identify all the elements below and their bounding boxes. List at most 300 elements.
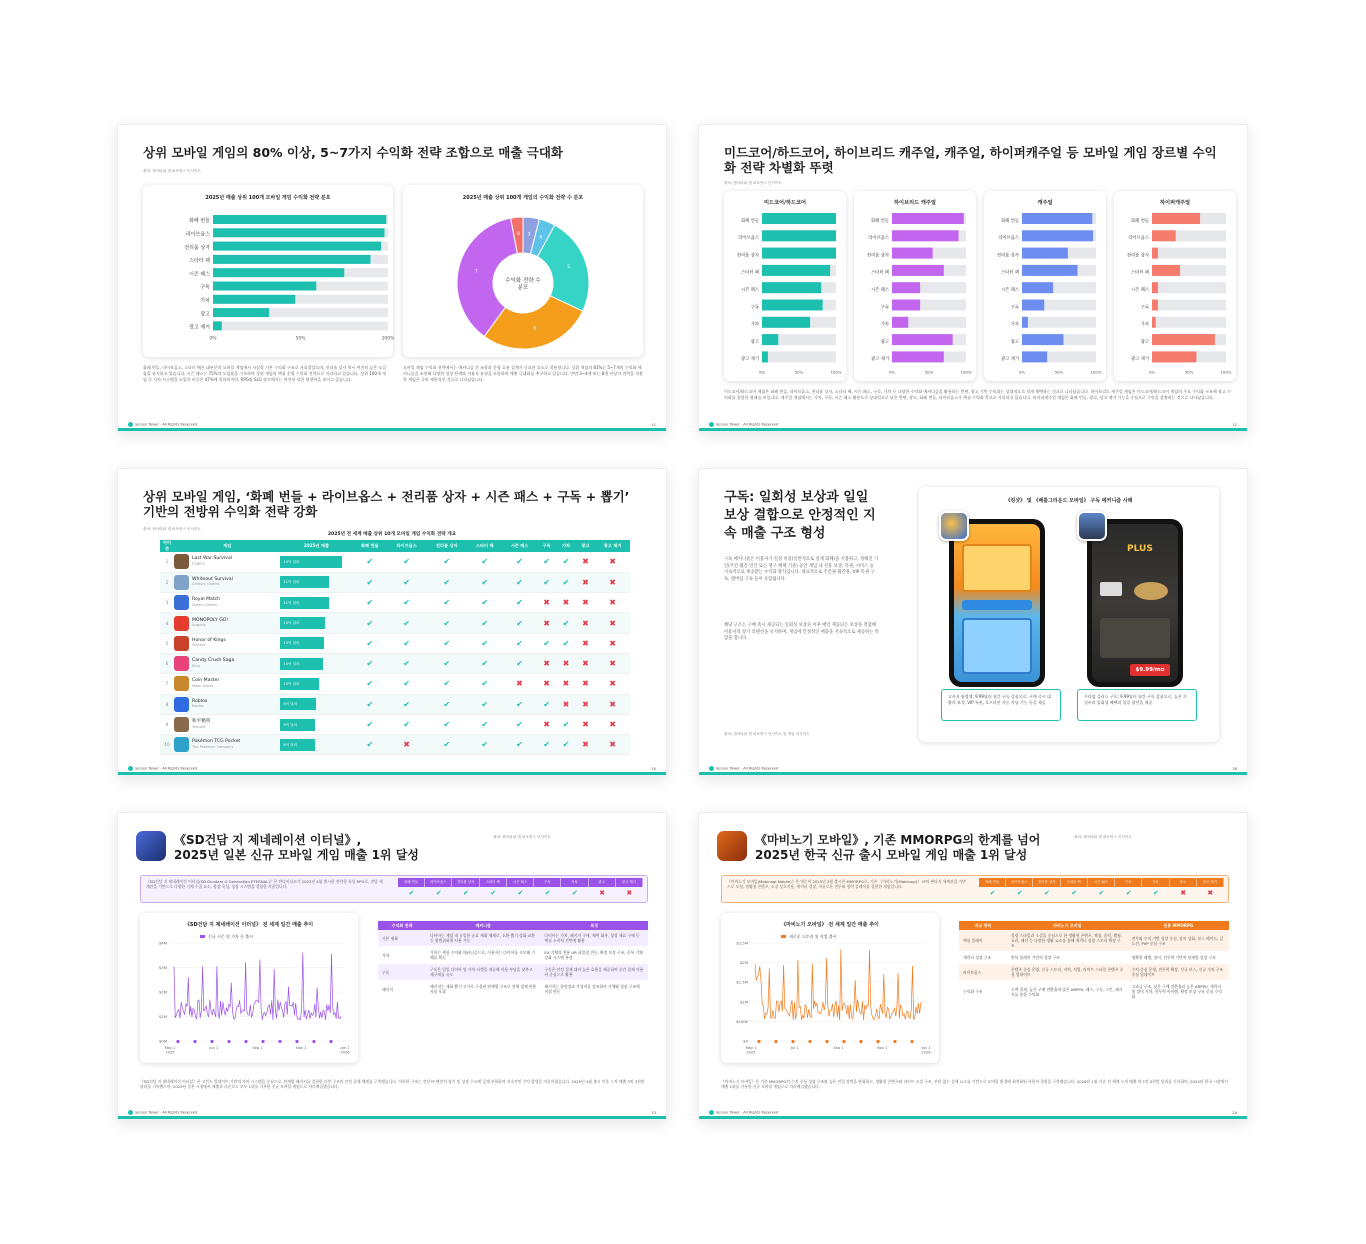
- kingshot-phone-mockup: [949, 519, 1045, 687]
- table-cell: 수치 중심 운영, 전투력 확장, 신규 보스, 신규 가차 구조 중심 업데이트: [1128, 964, 1229, 981]
- check-icon: ✔: [435, 889, 442, 897]
- category-label: 화폐 번들: [1131, 218, 1149, 224]
- category-label: 광고: [880, 339, 889, 345]
- footer: [709, 422, 778, 427]
- x-tick-label: Sep 1: [833, 1046, 844, 1050]
- category-label: 스타터 팩: [189, 258, 210, 265]
- casual-bar-chart: [984, 191, 1106, 381]
- genre-chart-hypercasual: [1114, 191, 1236, 381]
- sensortower-logo-icon: [128, 766, 133, 771]
- check-icon: ✔: [1152, 889, 1159, 897]
- gundam-daily-revenue-chart: [140, 913, 358, 1063]
- check-icon: ✔: [1016, 889, 1023, 897]
- category-label: 광고: [200, 311, 210, 318]
- check-icon: ✔: [1125, 889, 1132, 897]
- bar: [1152, 213, 1200, 224]
- footer-text: Sensor Tower · All Rights Reserved: [135, 422, 198, 427]
- check-icon: ✔: [502, 572, 537, 592]
- category-label: 화폐 번들: [189, 218, 210, 225]
- cross-icon: ✖: [576, 674, 595, 694]
- check-icon: ✔: [387, 613, 426, 633]
- table-cell: 가차는 핵심 수익화 메커니즘으로, 이용자는 다이아를 소모해 기체를 획득: [426, 947, 540, 964]
- tick-label: 0%: [888, 369, 896, 375]
- slice-label: 5: [567, 265, 571, 271]
- check-icon: ✔: [502, 694, 537, 714]
- kingshot-app-icon: [939, 511, 969, 541]
- column-header: 가차: [556, 540, 575, 552]
- table-row: [160, 572, 630, 592]
- bar: [892, 334, 953, 345]
- pubg-phone-mockup: [1087, 519, 1183, 687]
- table-row: [160, 714, 630, 734]
- check-icon: ✔: [387, 593, 426, 613]
- bar: [1022, 265, 1078, 276]
- accent-bar: [118, 428, 666, 431]
- accent-bar: [699, 772, 1247, 775]
- tick-label: 0%: [758, 369, 766, 375]
- category-label: 광고 제거: [871, 357, 889, 363]
- page-number: 38: [1232, 767, 1237, 771]
- table-row: [959, 930, 1229, 952]
- slide-sd-gundam[interactable]: [117, 812, 667, 1120]
- x-tick-label: Jan 1: [340, 1046, 350, 1050]
- slide-source: 출처: 센서타워 앱 퍼포먼스 인사이트: [143, 527, 201, 531]
- x-tick-label: 2026: [921, 1050, 931, 1055]
- game-name: Roblox: [192, 698, 208, 704]
- category-label: 광고 제거: [189, 324, 210, 331]
- x-tick-label: Jul 1: [790, 1046, 799, 1050]
- bar-track: [1152, 248, 1226, 259]
- table-row: [959, 952, 1229, 964]
- bar: [762, 282, 821, 293]
- category-label: 광고: [1140, 339, 1149, 345]
- bar: [213, 215, 386, 224]
- bar: [213, 308, 269, 317]
- cross-icon: ✖: [537, 674, 556, 694]
- x-tick-label: 2026: [340, 1050, 350, 1055]
- bar: [1152, 230, 1176, 241]
- cross-icon: ✖: [537, 613, 556, 633]
- revenue-bar: 8억 달러: [280, 739, 314, 751]
- column-header: 시즌 패스: [502, 540, 537, 552]
- tick-label: 50%: [1054, 369, 1064, 375]
- event-marker: [329, 1040, 332, 1043]
- check-icon: ✔: [387, 633, 426, 653]
- check-icon: ✔: [556, 714, 575, 734]
- table-cell: 패키지: [378, 981, 426, 998]
- strategy-header-cell: 구독: [1115, 878, 1142, 887]
- cross-icon: ✖: [537, 593, 556, 613]
- bar: [892, 230, 959, 241]
- genre-title: 하이퍼캐주얼: [1159, 200, 1191, 206]
- bar: [213, 228, 385, 237]
- category-label: 라이브옵스: [1128, 236, 1149, 242]
- sensortower-logo-icon: [709, 422, 714, 427]
- footer-text: Sensor Tower · All Rights Reserved: [716, 422, 779, 427]
- slide-source: 출처: 센서타워 앱 퍼포먼스 인사이트: [143, 169, 201, 173]
- column-header: 광고 제거: [595, 540, 630, 552]
- revenue-chart-card: [140, 913, 358, 1063]
- category-label: 라이브옵스: [998, 236, 1019, 242]
- revenue-bar: 10억 달러: [280, 617, 325, 629]
- sd-gundam-app-icon: [136, 831, 166, 861]
- strategy-header-cell: 구독: [534, 878, 561, 887]
- category-label: 광고 제거: [1001, 357, 1019, 363]
- genre-title: 하이브리드 캐주얼: [894, 200, 936, 206]
- slide-subscription[interactable]: [698, 468, 1248, 776]
- check-icon: ✔: [467, 613, 502, 633]
- column-header: 스타터 팩: [467, 540, 502, 552]
- check-icon: ✔: [352, 572, 387, 592]
- footer: [128, 1110, 197, 1115]
- revenue-cell: [280, 633, 352, 653]
- column-header: 라이브옵스: [387, 540, 426, 552]
- bar: [892, 282, 920, 293]
- genre-chart-midcore: [724, 191, 846, 381]
- y-tick-label: $2M: [739, 960, 748, 966]
- genre-chart-casual: [984, 191, 1106, 381]
- game-app-icon: [174, 616, 189, 631]
- check-icon: ✔: [467, 714, 502, 734]
- category-label: 화폐 번들: [871, 218, 889, 224]
- rank-cell: 9: [160, 714, 174, 734]
- slide-mabinogi[interactable]: [698, 812, 1248, 1120]
- check-icon: ✔: [426, 633, 467, 653]
- bar: [213, 255, 371, 264]
- card-title: 《킹샷》 및 《배틀그라운드 모바일》 구독 메커니즘 사례: [1005, 498, 1133, 504]
- check-icon: ✔: [1071, 889, 1078, 897]
- bar: [213, 282, 316, 291]
- category-label: 구독: [1010, 305, 1019, 311]
- slice-label: 3: [527, 232, 531, 238]
- category-label: 전리품 상자: [866, 253, 889, 259]
- check-icon: ✔: [387, 694, 426, 714]
- event-marker: [261, 1040, 264, 1043]
- category-label: 구독: [1140, 305, 1149, 311]
- category-label: 전리품 상자: [1126, 253, 1149, 259]
- table-cell: 고과금 구조, 낮은 구매 전환율과 높은 ARPPU, 캐릭터 및 장비 가차, 전투력 아이템, 확정 보상 구조 중심 수익화: [1128, 981, 1229, 1003]
- chart-title: 2025년 매출 상위 100개 모바일 게임 수익화 전략 분포: [205, 195, 331, 201]
- table-row: [160, 633, 630, 653]
- x-tick-label: Sep 1: [252, 1046, 263, 1050]
- strategy-header-cell: 광고 제거: [616, 878, 643, 887]
- check-icon: ✔: [426, 613, 467, 633]
- cross-icon: ✖: [576, 593, 595, 613]
- legend-swatch: [781, 935, 786, 938]
- bar: [762, 248, 836, 259]
- revenue-cell: [280, 613, 352, 633]
- bar: [762, 213, 836, 224]
- category-label: 스타터 팩: [1001, 270, 1019, 276]
- table-cell: 명확한 레벨, 장비, 전투력 기반의 단계별 성장 구조: [1128, 952, 1229, 964]
- cross-icon: ✖: [576, 613, 595, 633]
- check-icon: ✔: [502, 714, 537, 734]
- cross-icon: ✖: [595, 714, 630, 734]
- chart-title: 《마비노기 모바일》 전 세계 일간 매출 추이: [781, 922, 879, 928]
- slice-label: 4: [539, 235, 543, 241]
- footer: [128, 422, 197, 427]
- check-icon: ✔: [352, 552, 387, 572]
- bar-track: [1152, 317, 1226, 328]
- chart-title: 2025년 매출 상위 100개 게임의 수익화 전략 수 분포: [462, 195, 584, 201]
- subscription-case-card: [919, 487, 1219, 742]
- slide-title: [174, 833, 674, 863]
- bar: [892, 248, 933, 259]
- publisher-name: Tencent: [192, 643, 206, 648]
- cross-icon: ✖: [576, 633, 595, 653]
- bar: [1022, 317, 1028, 328]
- table-row: [959, 981, 1229, 1003]
- game-name: Honor of Kings: [192, 637, 226, 643]
- cross-icon: ✖: [595, 653, 630, 673]
- y-tick-label: $0M: [158, 1038, 167, 1044]
- bar-track: [1022, 317, 1096, 328]
- category-label: 스타터 팩: [741, 270, 759, 276]
- strategy-mini-header: [398, 878, 643, 887]
- check-icon: ✔: [537, 572, 556, 592]
- sensortower-logo-icon: [709, 766, 714, 771]
- table-cell: 패키지는 재화·뽑기·고가로 구성된 단계별 구조로 전체 결제 이용자를 포괄: [426, 981, 540, 998]
- category-label: 가차: [880, 322, 889, 328]
- accent-bar: [118, 772, 666, 775]
- check-icon: ✔: [463, 889, 469, 897]
- category-label: 화폐 번들: [741, 218, 759, 224]
- check-icon: ✔: [556, 735, 575, 755]
- check-icon: ✔: [537, 735, 556, 755]
- bar: [1022, 230, 1093, 241]
- bar: [762, 265, 830, 276]
- game-app-icon: [174, 595, 189, 610]
- cross-icon: ✖: [595, 674, 630, 694]
- revenue-bar: 9억 달러: [280, 719, 315, 731]
- strategy-header-cell: 가차: [561, 878, 588, 887]
- rank-cell: 10: [160, 735, 174, 755]
- category-label: 가차: [1010, 322, 1019, 328]
- column-header: 수익화 전략: [378, 921, 426, 930]
- cross-icon: ✖: [537, 714, 556, 734]
- footer: [128, 766, 197, 771]
- check-icon: ✔: [352, 633, 387, 653]
- game-name-cell: [174, 714, 280, 734]
- tick-label: 0%: [1148, 369, 1156, 375]
- event-marker: [791, 1040, 794, 1043]
- cross-icon: ✖: [576, 552, 595, 572]
- column-header: 화폐 번들: [352, 540, 387, 552]
- strategy-header-cell: 시즌 패스: [507, 878, 534, 887]
- plus-badge: PLUS: [1127, 544, 1153, 554]
- bar: [1152, 334, 1215, 345]
- category-label: 라이브옵스: [868, 236, 889, 242]
- donut-chart-card: [403, 185, 643, 357]
- game-app-icon: [174, 676, 189, 691]
- subscription-benefit-panel: [1100, 618, 1170, 658]
- slide-genre-monetization[interactable]: [698, 124, 1248, 432]
- bar: [1152, 300, 1158, 311]
- cross-icon: ✖: [576, 653, 595, 673]
- bar: [762, 300, 823, 311]
- right-description: 모바일 게임 수익화 전략에서는 메커니즘 간 조합과 운영 흐름 설계가 중요한 요소로 작용합니다. 상위 게임의 83%는 5~7개의 수익화 메커니즘을 조합해 다양한 성장 단계와 이용자 유형을 포괄하며 매출 극대화를 추구하고 있습니다. 반면 3~4개 또는 8개 이상의 전략을 적용한 게임은 극히 제한적인 것으로 나타났습니다.: [403, 365, 643, 382]
- slide-top10-table[interactable]: [117, 468, 667, 776]
- event-marker: [210, 1040, 213, 1043]
- table-cell: 기본 재화: [378, 930, 426, 947]
- genre-title: 캐주얼: [1037, 200, 1053, 206]
- column-header: 메커니즘: [426, 921, 540, 930]
- table-row: [959, 964, 1229, 981]
- event-marker: [244, 1040, 247, 1043]
- accent-bar: [118, 1116, 666, 1119]
- game-app-icon: [174, 636, 189, 651]
- cross-icon: ✖: [595, 552, 630, 572]
- category-label: 화폐 번들: [1001, 218, 1019, 224]
- strategy-header-cell: 광고 제거: [1197, 878, 1224, 887]
- cross-icon: ✖: [595, 633, 630, 653]
- check-icon: ✔: [352, 674, 387, 694]
- tick-label: 50%: [794, 369, 804, 375]
- bar: [1022, 248, 1068, 259]
- y-tick-label: $4M: [158, 940, 167, 946]
- check-icon: ✔: [502, 633, 537, 653]
- check-icon: ✔: [426, 714, 467, 734]
- check-icon: ✔: [502, 735, 537, 755]
- check-icon: ✔: [352, 613, 387, 633]
- event-marker: [859, 1040, 862, 1043]
- table-cell: 핵심 플레이: [959, 930, 1007, 952]
- check-icon: ✔: [408, 889, 415, 897]
- check-icon: ✔: [467, 674, 502, 694]
- check-icon: ✔: [467, 633, 502, 653]
- category-label: 시즌 패스: [1001, 288, 1019, 293]
- strategy-header-cell: 라이브옵스: [1006, 878, 1033, 887]
- table-cell: 소액 결제, 높은 구매 전환율과 낮은 ARPPU, 패스, 구독, 스킨, 패키지를 통한 수익화: [1007, 981, 1128, 1003]
- x-tick-label: Jun 1: [209, 1046, 219, 1050]
- bar: [1152, 265, 1180, 276]
- publisher-name: Century Games: [192, 582, 220, 587]
- revenue-cell: [280, 593, 352, 613]
- tick-label: 50%: [1184, 369, 1194, 375]
- check-icon: ✔: [352, 735, 387, 755]
- revenue-cell: [280, 674, 352, 694]
- accent-bar: [699, 428, 1247, 431]
- revenue-chart-card: [721, 913, 939, 1063]
- tick-label: 0%: [1018, 369, 1026, 375]
- game-app-icon: [174, 717, 189, 732]
- slide-title-line-2: 2025년 한국 신규 출시 모바일 게임 매출 1위 달성: [755, 848, 1028, 862]
- game-name: Pokémon TCG Pocket: [192, 739, 241, 745]
- revenue-line: [174, 953, 341, 1020]
- check-icon: ✔: [467, 572, 502, 592]
- category-label: 스타터 팩: [1131, 270, 1149, 276]
- strategy-mini-marks: [398, 889, 643, 897]
- bar: [213, 295, 295, 304]
- rank-cell: 6: [160, 653, 174, 673]
- tick-label: 100%: [1090, 369, 1102, 375]
- game-name-cell: [174, 735, 280, 755]
- cross-icon: ✖: [556, 694, 575, 714]
- game-name-cell: [174, 694, 280, 714]
- genre-chart-hybrid: [854, 191, 976, 381]
- table-row: [378, 981, 648, 998]
- bar: [1022, 282, 1053, 293]
- check-icon: ✔: [426, 593, 467, 613]
- table-cell: 반복 플레이 기반의 성장 구조: [1007, 952, 1128, 964]
- cross-icon: ✖: [387, 735, 426, 755]
- y-tick-label: $2.5M: [736, 940, 748, 946]
- category-label: 광고: [1010, 339, 1019, 345]
- event-marker: [842, 1040, 845, 1043]
- game-name-cell: [174, 674, 280, 694]
- revenue-bar: 10억 달러: [280, 658, 322, 670]
- cross-icon: ✖: [595, 735, 630, 755]
- mabinogi-comparison-table: [959, 921, 1229, 1003]
- table-cell: 구독은 안정 결제 대비 높은 효율을 제공하여 중간 결제 이용자 중심으로 활용: [540, 964, 648, 981]
- check-icon: ✔: [426, 674, 467, 694]
- column-header: 특징: [540, 921, 648, 930]
- x-tick-label: Nov 1: [877, 1046, 888, 1050]
- check-icon: ✔: [556, 552, 575, 572]
- check-icon: ✔: [556, 613, 575, 633]
- table-cell: 가차: [378, 947, 426, 964]
- event-marker: [825, 1040, 828, 1043]
- kingshot-daily-panel: [962, 618, 1032, 674]
- bar: [762, 334, 778, 345]
- check-icon: ✔: [502, 613, 537, 633]
- pubg-caption: 프라임 플러스 구독: 9.99달러 월간 구독 상품으로, 높은 가성비의 일회성 혜택과 일일 할인을 제공: [1077, 689, 1197, 721]
- page-number: 23: [651, 1111, 656, 1115]
- game-name-cell: [174, 653, 280, 673]
- revenue-cell: [280, 572, 352, 592]
- cross-icon: ✖: [1207, 889, 1214, 897]
- slide-monetization-overview[interactable]: [117, 124, 667, 432]
- check-icon: ✔: [467, 653, 502, 673]
- game-name: Coin Master: [192, 678, 220, 684]
- table-cell: 콘텐츠 중심 운영, 신규 스토리, 지역, 직업, 라이프 스타일 콘텐츠 중심 업데이트: [1007, 964, 1128, 981]
- table-row: [378, 930, 648, 947]
- footer-text: Sensor Tower · All Rights Reserved: [716, 1110, 779, 1115]
- slice-label: 6: [533, 326, 537, 332]
- check-icon: ✔: [352, 694, 387, 714]
- check-icon: ✔: [426, 694, 467, 714]
- category-label: 스타터 팩: [871, 270, 889, 276]
- tick-label: 100%: [381, 336, 395, 342]
- cross-icon: ✖: [576, 714, 595, 734]
- slice-label: 8: [517, 232, 520, 238]
- x-tick-label: Nov 1: [296, 1046, 307, 1050]
- event-marker: [910, 1040, 913, 1043]
- table-cell: EX 기체의 전용 UR 파일럿 연동, 확정 보상 구조, 중복 기체 강화 시스템 특징: [540, 947, 648, 964]
- bar-chart-card: [143, 185, 393, 357]
- game-name-cell: [174, 572, 280, 592]
- table-title: 2025년 전 세계 매출 상위 10개 모바일 게임 수익화 전략 개요: [327, 532, 457, 537]
- category-label: 시즌 패스: [1131, 288, 1149, 293]
- category-label: 광고: [750, 339, 759, 345]
- check-icon: ✔: [467, 735, 502, 755]
- check-icon: ✔: [352, 653, 387, 673]
- footer: [709, 766, 778, 771]
- y-tick-label: $500K: [735, 1018, 748, 1024]
- left-description: 화폐 번들, 라이브옵스, 스타터 팩은 대부분의 모바일 게임에서 사실상 기본 수익화 구조로 자리잡았으며, 전리품 상자 역시 여전히 높은 도입률을 유지하고 있습니다. 시즌 패스는 75%의 도입률을 기록하며 상위 게임의 핵심 운영 수익화 전략으로 자리하고 있습니다. 상위 100개 게임 중 가차 시스템을 도입한 비중은 47%에 불과하지만, RPG와 SLG 장르에서는 여전히 강한 영향력을 보이고 있습니다.: [143, 365, 387, 382]
- bar: [1022, 351, 1047, 362]
- event-marker: [757, 1040, 760, 1043]
- revenue-cell: [280, 735, 352, 755]
- check-icon: ✔: [426, 552, 467, 572]
- strategy-header-cell: 가차: [1142, 878, 1169, 887]
- table-cell: 다이아는 가차, 패키지 구매, 체력 회복, 성장 재료 구매 등 핵심 소비처 전반에 활용: [540, 930, 648, 947]
- hybrid-casual-bar-chart: [854, 191, 976, 381]
- accent-bar: [699, 1116, 1247, 1119]
- column-header: 아이콘: [160, 540, 174, 552]
- strategy-header-cell: 광고: [1170, 878, 1197, 887]
- slide-title: 구독: 일회성 보상과 일일 보상 결합으로 안정적인 지속 매출 구조 형성: [724, 490, 876, 541]
